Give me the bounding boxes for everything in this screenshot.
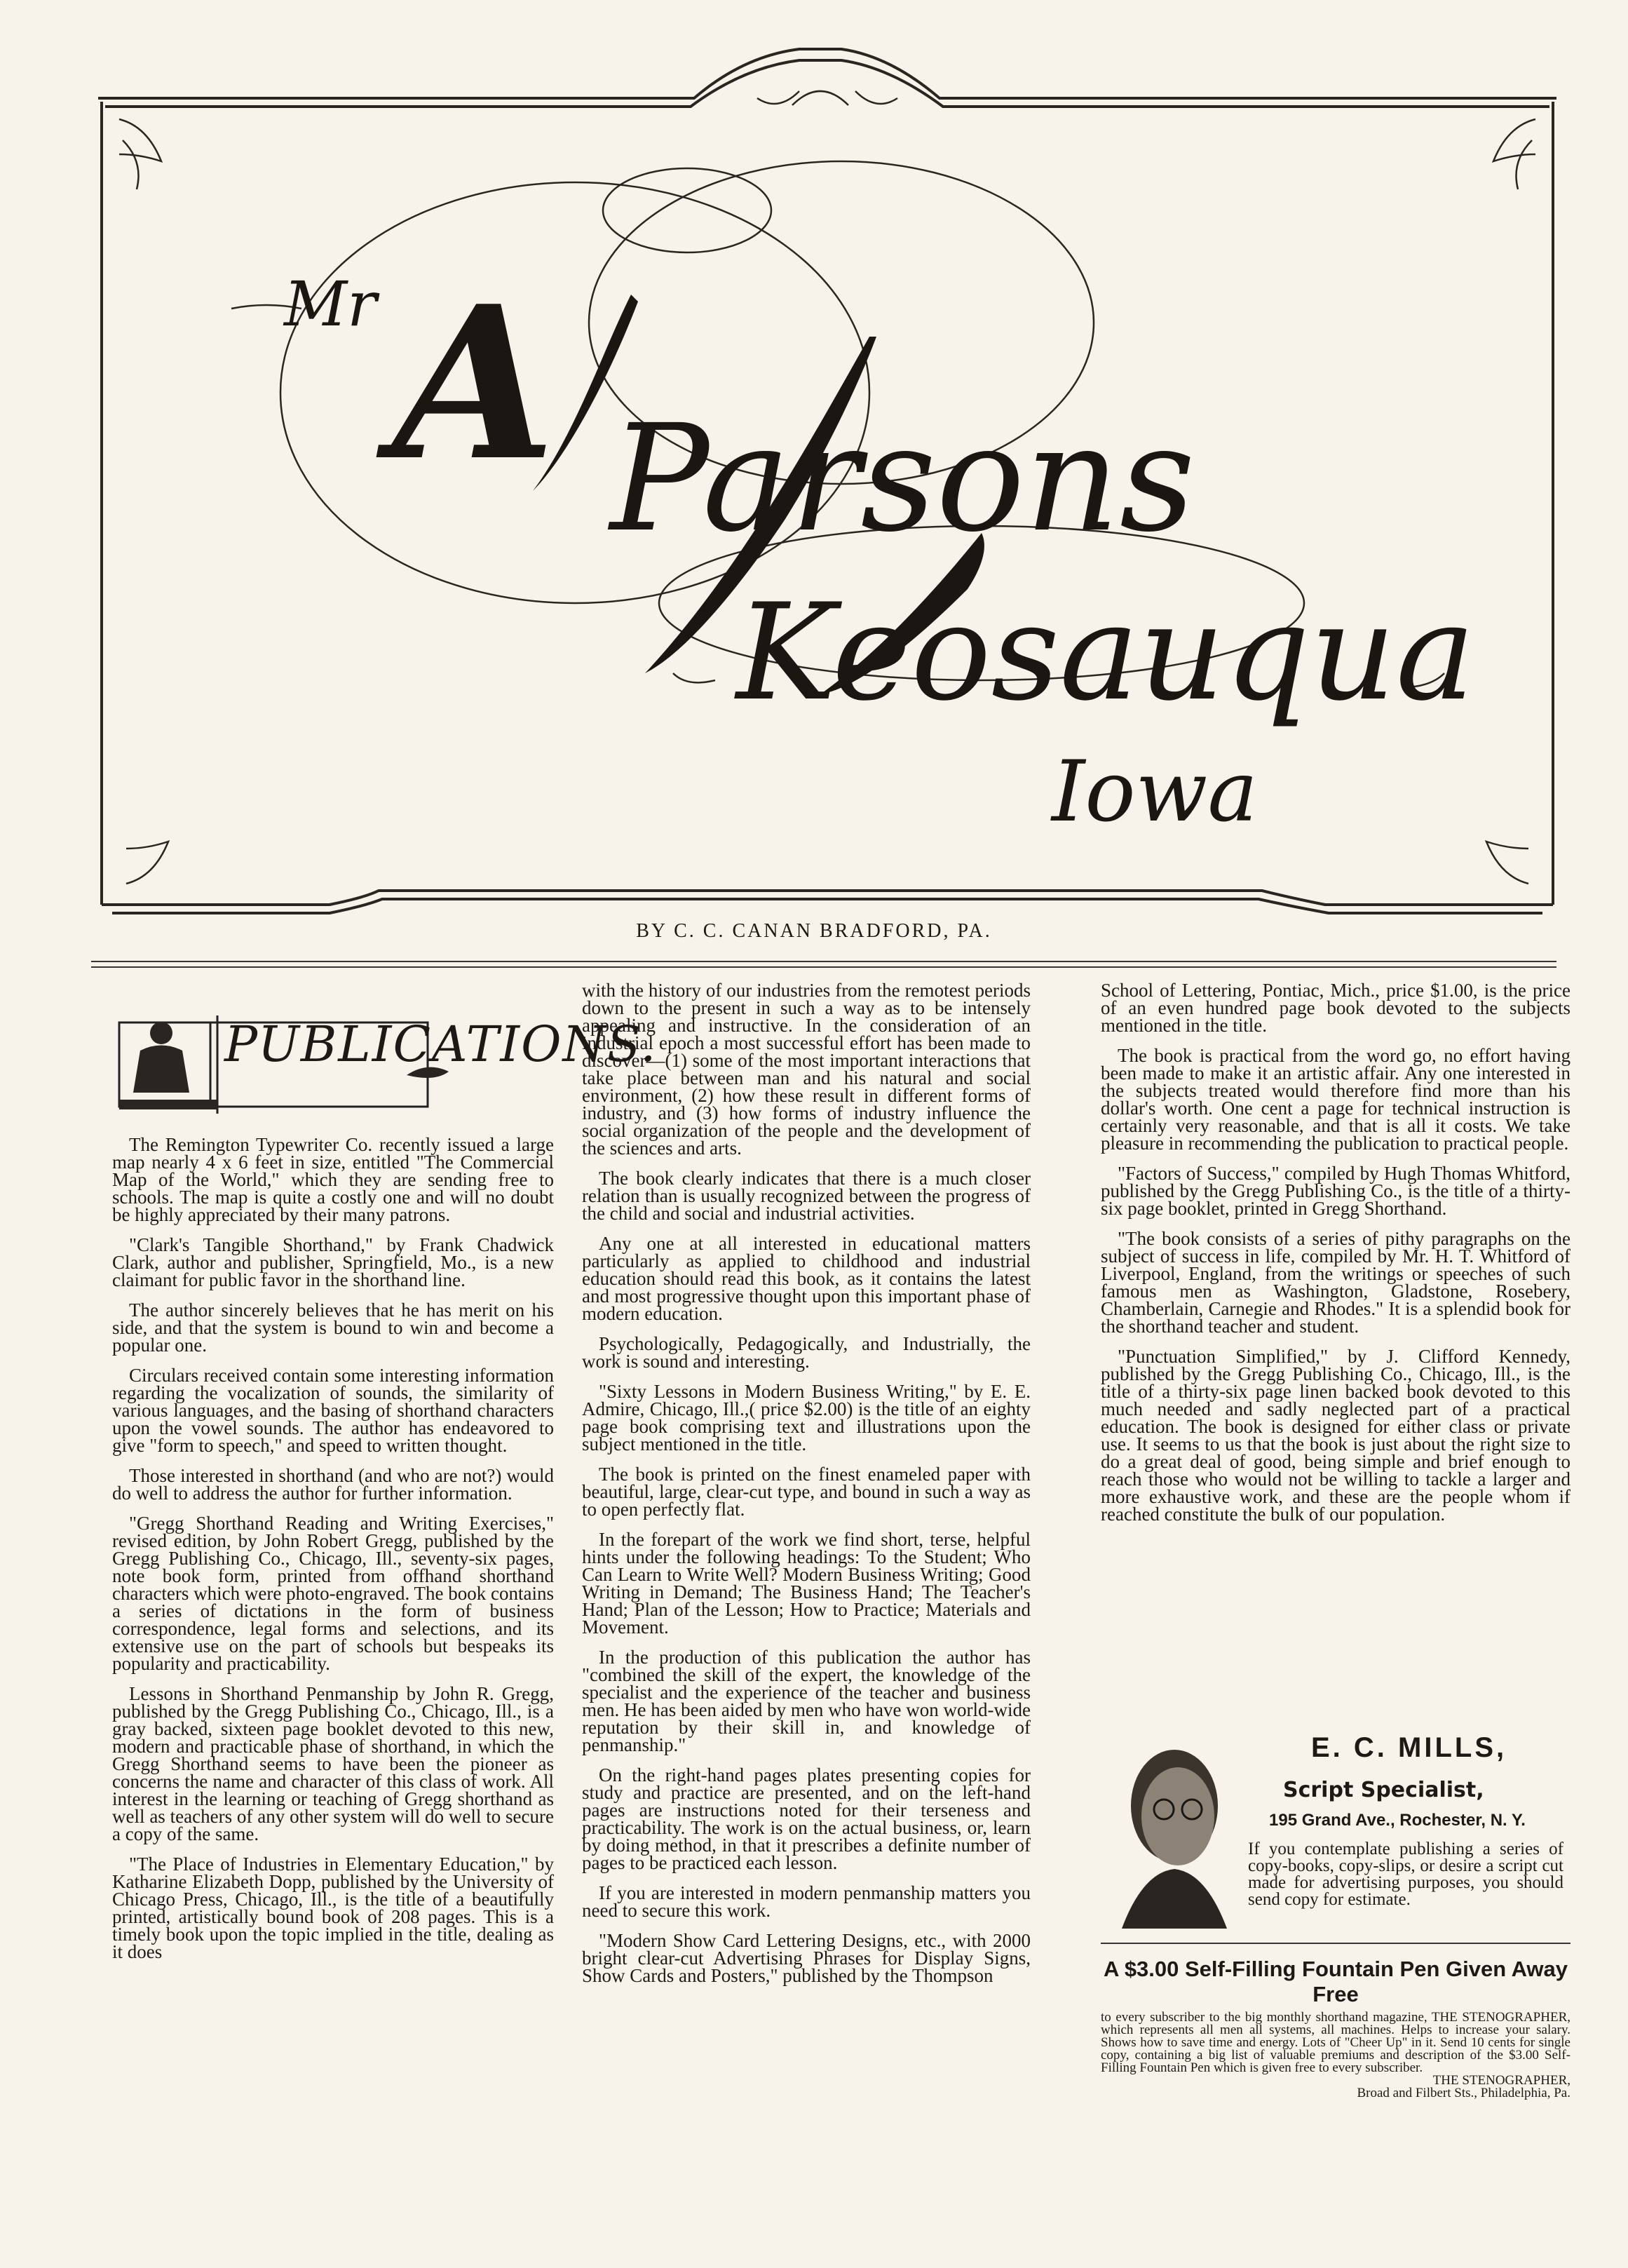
engraving-credit: BY C. C. CANAN BRADFORD, PA. bbox=[636, 920, 992, 942]
col2-paragraph: with the history of our industries from the remotest periods down to the present in such a way as to be intensely appealing and instructive. In the consideration of an industrial epoch a most successful effort has been made to discover—(1) some of the most important interactions that take place between man and his natural and social environment, (2) how these result in different forms of industry, and (3) how forms of industry influence the social organization of the people and the development of the sciences and arts. bbox=[582, 980, 1031, 1159]
col1-paragraph: "Gregg Shorthand Reading and Writing Exercises," revised edition, by John Robert Gregg, published by the Gregg Publishing Co., Chicago, Ill., seventy-six pages, note book form, printed from offhand shorthand characters which were photo-engraved. The book contains a series of dictations in the form of business correspondence, legal forms and selections, and its extensive use on the part of schools but bespeaks its popularity and practicability. bbox=[112, 1513, 555, 1674]
col3-paragraph: School of Lettering, Pontiac, Mich., price $1.00, is the price of an even hundred page book devoted to the subjects mentioned in the title. bbox=[1101, 980, 1571, 1036]
col1-paragraph: Circulars received contain some interesting information regarding the vocalization of sounds, the similarity of various languages, and the basing of shorthand characters upon the vowel sounds. The author has endeavored to give "form to speech," and speed to written thought. bbox=[112, 1365, 554, 1456]
script-surname: Parsons bbox=[610, 393, 1195, 565]
column-1 bbox=[112, 1136, 554, 1973]
col2-paragraph: "Modern Show Card Lettering Designs, etc., with 2000 bright clear-cut Advertising Phrases for Display Signs, Show Cards and Posters," published by the Thompson bbox=[582, 1930, 1031, 1986]
col1-paragraph: "The Place of Industries in Elementary Education," by Katharine Elizabeth Dopp, published by the University of Chicago Press, Chicago, Ill., is the title of a beautifully printed, artistically bound book of 208 pages. This is a timely book upon the topic implied in the title, dealing as it does bbox=[112, 1854, 554, 1962]
top-rule bbox=[91, 961, 1556, 962]
script-state: Iowa bbox=[1052, 743, 1258, 841]
col2-paragraph: Any one at all interested in educational matters particularly as applied to childhood and industrial education should read this book, as it contains the latest and most progressive thought upon this important phase of modern education. bbox=[582, 1233, 1031, 1324]
col1-paragraph: Lessons in Shorthand Penmanship by John R. Gregg, published by the Gregg Publishing Co., Chicago, Ill., is a gray backed, sixteen page booklet devoted to this new, modern and practicable phase of shorthand, in which the Gregg Shorthand seems to have been the pioneer as concerns the name and character of this class of work. All interest in the learning or teaching of Gregg shorthand as well as teachers of any other system will do well to secure a copy of the same. bbox=[112, 1683, 554, 1844]
publications-heading: PUBLICATIONS. bbox=[224, 1015, 658, 1073]
portrait-image bbox=[1101, 1725, 1241, 1929]
script-initial: A bbox=[393, 259, 556, 507]
column-2 bbox=[582, 982, 1031, 1997]
pen-publisher: THE STENOGRAPHER, bbox=[1432, 2073, 1571, 2088]
pen-headline: A $3.00 Self-Filling Fountain Pen Given Away Free bbox=[1103, 1957, 1568, 2006]
col2-paragraph: In the production of this publication the author has "combined the skill of the expert, the knowledge of the specialist and the experience of the teacher and business men. He has been aided by men who have won world-wide reputation by their skill in, and knowledge of penmanship." bbox=[582, 1647, 1031, 1755]
script-mr: Mr bbox=[284, 268, 377, 340]
script-town: Keosauqua bbox=[736, 575, 1476, 730]
col3-paragraph: The book is practical from the word go, no effort having been made to make it an artistic affair. Any one interested in the subjects treated would therefore find more than his dollar's worth. One cent a page for technical instruction is certainly very reasonable, and that is all it costs. We take pleasure in recommending the publication to practical people. bbox=[1101, 1045, 1571, 1154]
pen-advertisement bbox=[1101, 1957, 1571, 2100]
col2-paragraph: "Sixty Lessons in Modern Business Writing," by E. E. Admire, Chicago, Ill.,( price $2.00) is the title of an eighty page book comprising text and illustrations upon the subject mentioned in the title. bbox=[582, 1381, 1031, 1454]
pen-address: Broad and Filbert Sts., Philadelphia, Pa. bbox=[1357, 2086, 1571, 2100]
mills-role: Script Specialist, bbox=[1283, 1778, 1484, 1802]
mills-copy: If you contemplate publishing a series of copy-books, copy-slips, or desire a script cut made for advertising purposes, you should send copy for estimate. bbox=[1248, 1840, 1563, 1909]
col2-paragraph: The book is printed on the finest enameled paper with beautiful, large, clear-cut type, and bound in such a way as to open perfectly flat. bbox=[582, 1464, 1031, 1520]
mills-name: E. C. MILLS, bbox=[1311, 1732, 1507, 1763]
col2-paragraph: Psychologically, Pedagogically, and Industrially, the work is sound and interesting. bbox=[582, 1333, 1031, 1372]
col1-paragraph: The author sincerely believes that he has merit on his side, and that the system is bound to win and become a popular one. bbox=[112, 1300, 554, 1356]
col1-paragraph: "Clark's Tangible Shorthand," by Frank Chadwick Clark, author and publisher, Springfield, Mo., is a new claimant for public favor in the shorthand line. bbox=[112, 1234, 554, 1290]
col2-paragraph: On the right-hand pages plates presenting copies for study and practice are presented, and on the left-hand pages are instructions noted for their terseness and practicability. The work is on the actual business, or, learn by doing method, in that it prescribes a definite number of pages to be practiced each lesson. bbox=[582, 1764, 1031, 1873]
col1-paragraph: The Remington Typewriter Co. recently issued a large map nearly 4 x 6 feet in size, entitled "The Commercial Map of the World," which they are sending free to schools. The map is quite a costly one and will no doubt be highly appreciated by their many patrons. bbox=[112, 1134, 554, 1225]
mills-address: 195 Grand Ave., Rochester, N. Y. bbox=[1269, 1811, 1526, 1830]
mills-advertisement bbox=[1101, 1718, 1571, 1929]
column-3 bbox=[1101, 982, 1571, 1536]
col2-paragraph: If you are interested in modern penmanship matters you need to secure this work. bbox=[582, 1882, 1031, 1921]
col1-paragraph: Those interested in shorthand (and who are not?) would do well to address the author for further information. bbox=[112, 1465, 554, 1504]
pen-body: to every subscriber to the big monthly shorthand magazine, THE STENOGRAPHER, which represents all men all systems, all machines. Helps to increase your salary. Shows how to save time and energy. Lots of "Cheer Up" in it. Send 10 cents for single copy, containing a big list of valuable premiums and description of the $3.00 Self-Filling Fountain Pen which is given free to every subscriber. bbox=[1101, 2010, 1571, 2075]
col2-paragraph: The book clearly indicates that there is a much closer relation than is usually recognized between the progress of the child and social and industrial activities. bbox=[582, 1168, 1031, 1224]
top-rule-double bbox=[91, 966, 1556, 968]
col3-paragraph: "The book consists of a series of pithy paragraphs on the subject of success in life, compiled by Mr. H. T. Whitford of Liverpool, England, from the writings or speeches of such famous men as Washington, Gladstone, Rosebery, Chamberlain, Carnegie and Rhodes." It is a splendid book for the shorthand teacher and student. bbox=[1101, 1228, 1571, 1337]
ad-divider bbox=[1101, 1943, 1571, 1944]
col3-paragraph: "Punctuation Simplified," by J. Clifford Kennedy, published by the Gregg Publishing Co., Chicago, Ill., is the title of a thirty-six page linen backed book devoted to this much needed and sadly neglected part of a practical education. The book is designed for either class or private use. It seems to us that the book is just about the right size to do a great deal of good, being simple and brief enough to reach those who would not be willing to tackle a larger and more exhaustive work, and these are the people whom if reached constitute the bulk of our population. bbox=[1101, 1346, 1571, 1525]
col3-paragraph: "Factors of Success," compiled by Hugh Thomas Whitford, published by the Gregg Publishing Co., is the title of a thirty-six page booklet, printed in Gregg Shorthand. bbox=[1101, 1163, 1571, 1219]
col2-paragraph: In the forepart of the work we find short, terse, helpful hints under the following headings: To the Student; Who Can Learn to Write Well? Modern Business Writing; Good Writing in Demand; The Business Hand; The Teacher's Hand; Plan of the Lesson; How to Practice; Materials and Movement. bbox=[582, 1529, 1031, 1638]
publications-header bbox=[112, 1001, 658, 1121]
